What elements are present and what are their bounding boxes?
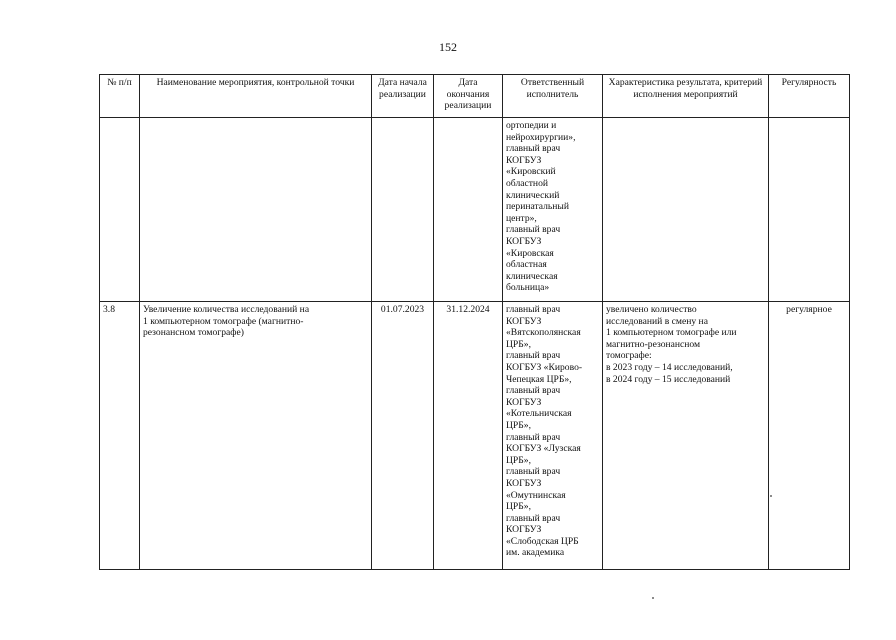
header-regularity: Регулярность bbox=[769, 75, 850, 118]
table-header-row bbox=[100, 75, 850, 118]
responsible-line: ЦРБ», bbox=[506, 501, 531, 513]
responsible-line: КОГБУЗ bbox=[506, 154, 542, 166]
result-line: 1 компьютерном томографе или bbox=[606, 327, 737, 339]
responsible-line: «Кировский bbox=[506, 166, 556, 178]
measure-name-line: резонансном томографе) bbox=[143, 327, 244, 339]
responsible-line: «Слободская ЦРБ bbox=[506, 535, 579, 547]
scan-speck bbox=[770, 495, 772, 497]
cell-number: 3.8 bbox=[100, 302, 140, 570]
header-measure-name: Наименование мероприятия, контрольной точки bbox=[140, 75, 372, 118]
responsible-line: ортопедии и bbox=[506, 120, 557, 131]
responsible-line: клинический bbox=[506, 189, 560, 201]
responsible-line: КОГБУЗ bbox=[506, 315, 542, 327]
responsible-line: главный врач bbox=[506, 143, 561, 155]
responsible-line: КОГБУЗ bbox=[506, 235, 542, 247]
responsible-line: ЦРБ», bbox=[506, 338, 531, 350]
result-line: в 2023 году – 14 исследований, bbox=[606, 361, 733, 373]
cell-responsible bbox=[503, 302, 603, 570]
responsible-line: «Омутнинская bbox=[506, 489, 566, 501]
responsible-line: главный врач bbox=[506, 431, 561, 443]
responsible-line: нейрохирургии», bbox=[506, 131, 576, 143]
responsible-line: КОГБУЗ «Кирово- bbox=[506, 361, 583, 373]
responsible-line: «Кировская bbox=[506, 247, 554, 259]
responsible-line: главный врач bbox=[506, 224, 561, 236]
responsible-line: им. академика bbox=[506, 547, 565, 559]
measure-name-line: 1 компьютерном томографе (магнитно- bbox=[143, 315, 304, 327]
responsible-line: КОГБУЗ bbox=[506, 396, 542, 408]
result-line: в 2024 году – 15 исследований bbox=[606, 373, 731, 385]
responsible-line: Чепецкая ЦРБ», bbox=[506, 373, 572, 385]
responsible-line: «Вятскополянская bbox=[506, 327, 581, 339]
responsible-line: КОГБУЗ bbox=[506, 477, 542, 489]
responsible-line: перинатальный bbox=[506, 201, 569, 213]
result-line: магнитно-резонансном bbox=[606, 338, 701, 350]
measure-name-line: Увеличение количества исследований на bbox=[143, 304, 310, 315]
responsible-line: областная bbox=[506, 259, 547, 271]
cell-measure-name bbox=[140, 302, 372, 570]
result-line: томографе: bbox=[606, 350, 652, 362]
responsible-line: главный врач bbox=[506, 385, 561, 397]
responsible-line: главный врач bbox=[506, 512, 561, 524]
header-result: Характеристика результата, критерий исполнения мероприятий bbox=[603, 75, 769, 118]
cell-start-date: 01.07.2023 bbox=[372, 302, 434, 570]
cell-responsible bbox=[503, 118, 603, 302]
page-number: 152 bbox=[439, 40, 457, 54]
responsible-line: «Котельничская bbox=[506, 408, 572, 420]
table-row bbox=[100, 118, 850, 302]
responsible-line: областной bbox=[506, 177, 549, 189]
header-number: № п/п bbox=[100, 75, 140, 118]
cell-measure-name bbox=[140, 118, 372, 302]
responsible-line: главный врач bbox=[506, 304, 561, 315]
responsible-line: центр», bbox=[506, 212, 537, 224]
cell-result bbox=[603, 302, 769, 570]
responsible-line: ЦРБ», bbox=[506, 419, 531, 431]
responsible-line: КОГБУЗ bbox=[506, 524, 542, 536]
result-line: исследований в смену на bbox=[606, 315, 708, 327]
header-end-date: Дата окончания реализации bbox=[434, 75, 503, 118]
table-row bbox=[100, 302, 850, 570]
cell-end-date: 31.12.2024 bbox=[434, 302, 503, 570]
cell-end-date bbox=[434, 118, 503, 302]
scan-speck bbox=[652, 597, 654, 599]
responsible-line: главный врач bbox=[506, 466, 561, 478]
measures-table bbox=[99, 74, 850, 570]
responsible-line: ЦРБ», bbox=[506, 454, 531, 466]
cell-number bbox=[100, 118, 140, 302]
cell-result bbox=[603, 118, 769, 302]
result-line: увеличено количество bbox=[606, 304, 697, 315]
cell-regularity: регулярное bbox=[769, 302, 850, 570]
responsible-line: больница» bbox=[506, 282, 550, 294]
header-start-date: Дата начала реализации bbox=[372, 75, 434, 118]
cell-start-date bbox=[372, 118, 434, 302]
cell-regularity bbox=[769, 118, 850, 302]
responsible-line: главный врач bbox=[506, 350, 561, 362]
responsible-line: КОГБУЗ «Лузская bbox=[506, 443, 581, 455]
responsible-line: клиническая bbox=[506, 270, 558, 282]
header-responsible: Ответственный исполнитель bbox=[503, 75, 603, 118]
